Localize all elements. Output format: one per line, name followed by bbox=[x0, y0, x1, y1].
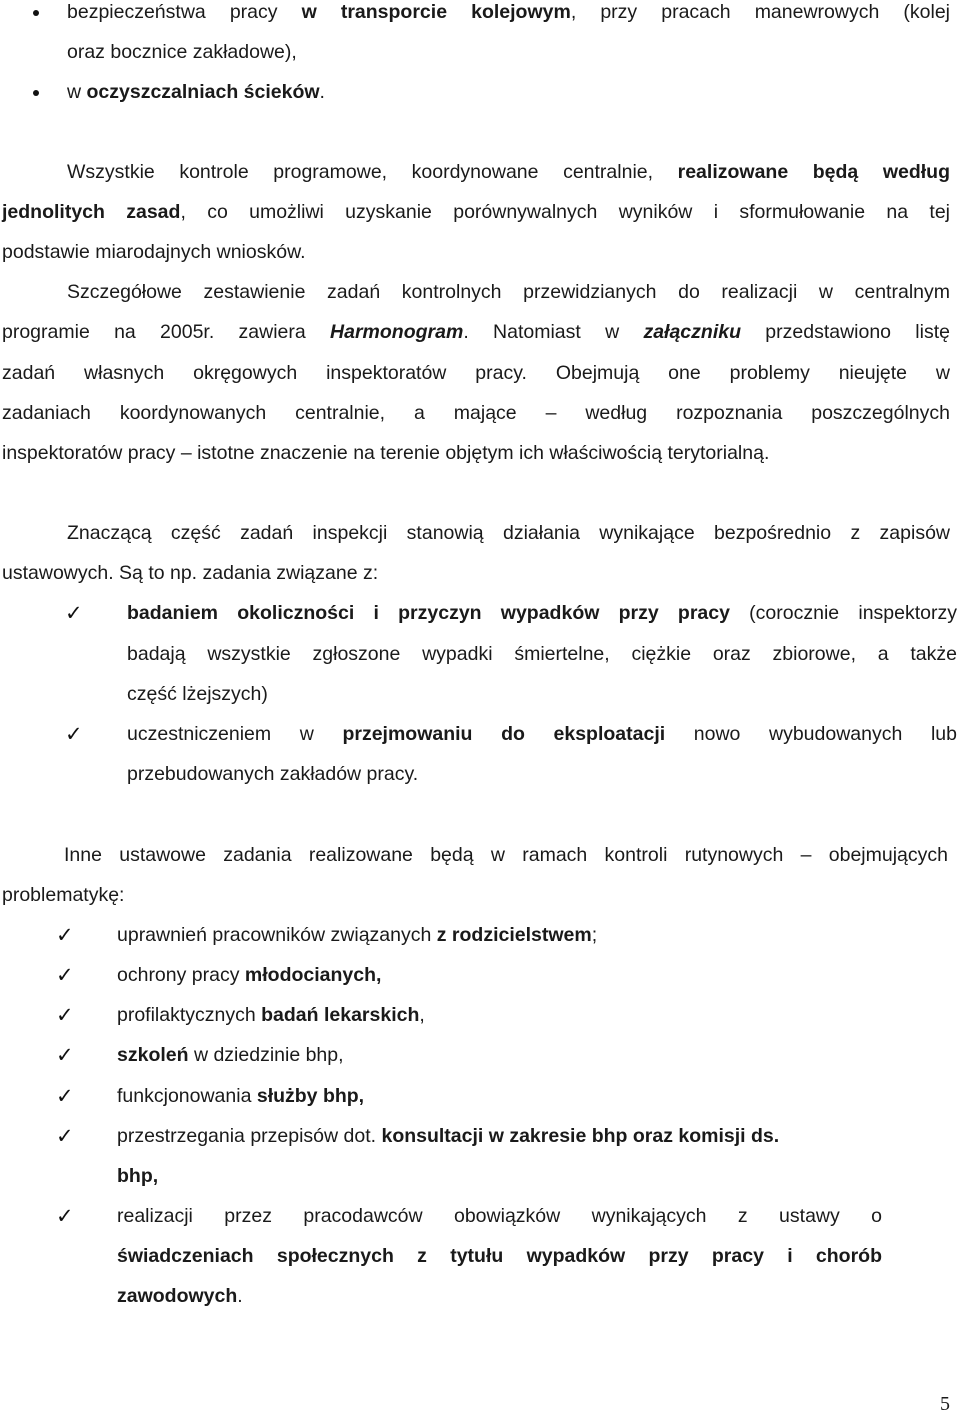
check-item-line: badają wszystkie zgłoszone wypadki śmiertelne, ciężkie oraz zbiorowe, a także bbox=[127, 643, 957, 665]
check-item-line: badaniem okoliczności i przyczyn wypadków przy pracy (corocznie inspektorzy bbox=[127, 602, 957, 624]
paragraph-line: zadaniach koordynowanych centralnie, a mające – według rozpoznania poszczególnych bbox=[2, 402, 950, 424]
check-item-line: bhp, bbox=[117, 1165, 159, 1187]
check-item-line: szkoleń w dziedzinie bhp, bbox=[117, 1044, 344, 1066]
paragraph-line: Szczegółowe zestawienie zadań kontrolnych przewidzianych do realizacji w centralnym bbox=[67, 281, 950, 303]
page-number: 5 bbox=[940, 1393, 950, 1415]
bullet-item-line: bezpieczeństwa pracy w transporcie kolejowym, przy pracach manewrowych (kolej bbox=[67, 1, 950, 23]
check-item-line: przebudowanych zakładów pracy. bbox=[127, 763, 419, 785]
paragraph-line: ustawowych. Są to np. zadania związane z: bbox=[2, 562, 379, 584]
paragraph-line: zadań własnych okręgowych inspektoratów pracy. Obejmują one problemy nieujęte w bbox=[2, 362, 950, 384]
bullet-icon bbox=[33, 10, 39, 16]
bullet-item-line: oraz bocznice zakładowe), bbox=[67, 41, 297, 63]
check-item-line: realizacji przez pracodawców obowiązków wynikających z ustawy o bbox=[117, 1205, 882, 1227]
paragraph-line: jednolitych zasad, co umożliwi uzyskanie porównywalnych wyników i sformułowanie na tej bbox=[2, 201, 950, 223]
checkmark-icon: ✓ bbox=[56, 1084, 74, 1108]
checkmark-icon: ✓ bbox=[65, 722, 83, 746]
paragraph-line: Wszystkie kontrole programowe, koordynowane centralnie, realizowane będą według bbox=[67, 161, 950, 183]
paragraph-line: podstawie miarodajnych wniosków. bbox=[2, 241, 306, 263]
check-item-line: przestrzegania przepisów dot. konsultacji w zakresie bhp oraz komisji ds. bbox=[117, 1125, 780, 1147]
check-item-line: uczestniczeniem w przejmowaniu do eksploatacji nowo wybudowanych lub bbox=[127, 723, 957, 745]
bullet-item-line: w oczyszczalniach ścieków. bbox=[67, 81, 325, 103]
paragraph-line: problematykę: bbox=[2, 884, 125, 906]
check-item-line: profilaktycznych badań lekarskich, bbox=[117, 1004, 425, 1026]
bullet-icon bbox=[33, 90, 39, 96]
checkmark-icon: ✓ bbox=[56, 923, 74, 947]
check-item-line: część lżejszych) bbox=[127, 683, 268, 705]
checkmark-icon: ✓ bbox=[56, 1204, 74, 1228]
checkmark-icon: ✓ bbox=[56, 1043, 74, 1067]
check-item-line: funkcjonowania służby bhp, bbox=[117, 1085, 365, 1107]
paragraph-line: Znaczącą część zadań inspekcji stanowią działania wynikające bezpośrednio z zapisów bbox=[67, 522, 950, 544]
paragraph-line: programie na 2005r. zawiera Harmonogram. Natomiast w załączniku przedstawiono listę bbox=[2, 321, 950, 343]
checkmark-icon: ✓ bbox=[65, 601, 83, 625]
check-item-line: uprawnień pracowników związanych z rodzicielstwem; bbox=[117, 924, 598, 946]
paragraph-line: inspektoratów pracy – istotne znaczenie na terenie objętym ich właściwością terytorialną. bbox=[2, 442, 770, 464]
checkmark-icon: ✓ bbox=[56, 963, 74, 987]
paragraph-line: Inne ustawowe zadania realizowane będą w ramach kontroli rutynowych – obejmujących bbox=[64, 844, 948, 866]
check-item-line: ochrony pracy młodocianych, bbox=[117, 964, 382, 986]
check-item-line: zawodowych. bbox=[117, 1285, 243, 1307]
checkmark-icon: ✓ bbox=[56, 1124, 74, 1148]
check-item-line: świadczeniach społecznych z tytułu wypadków przy pracy i chorób bbox=[117, 1245, 882, 1267]
checkmark-icon: ✓ bbox=[56, 1003, 74, 1027]
